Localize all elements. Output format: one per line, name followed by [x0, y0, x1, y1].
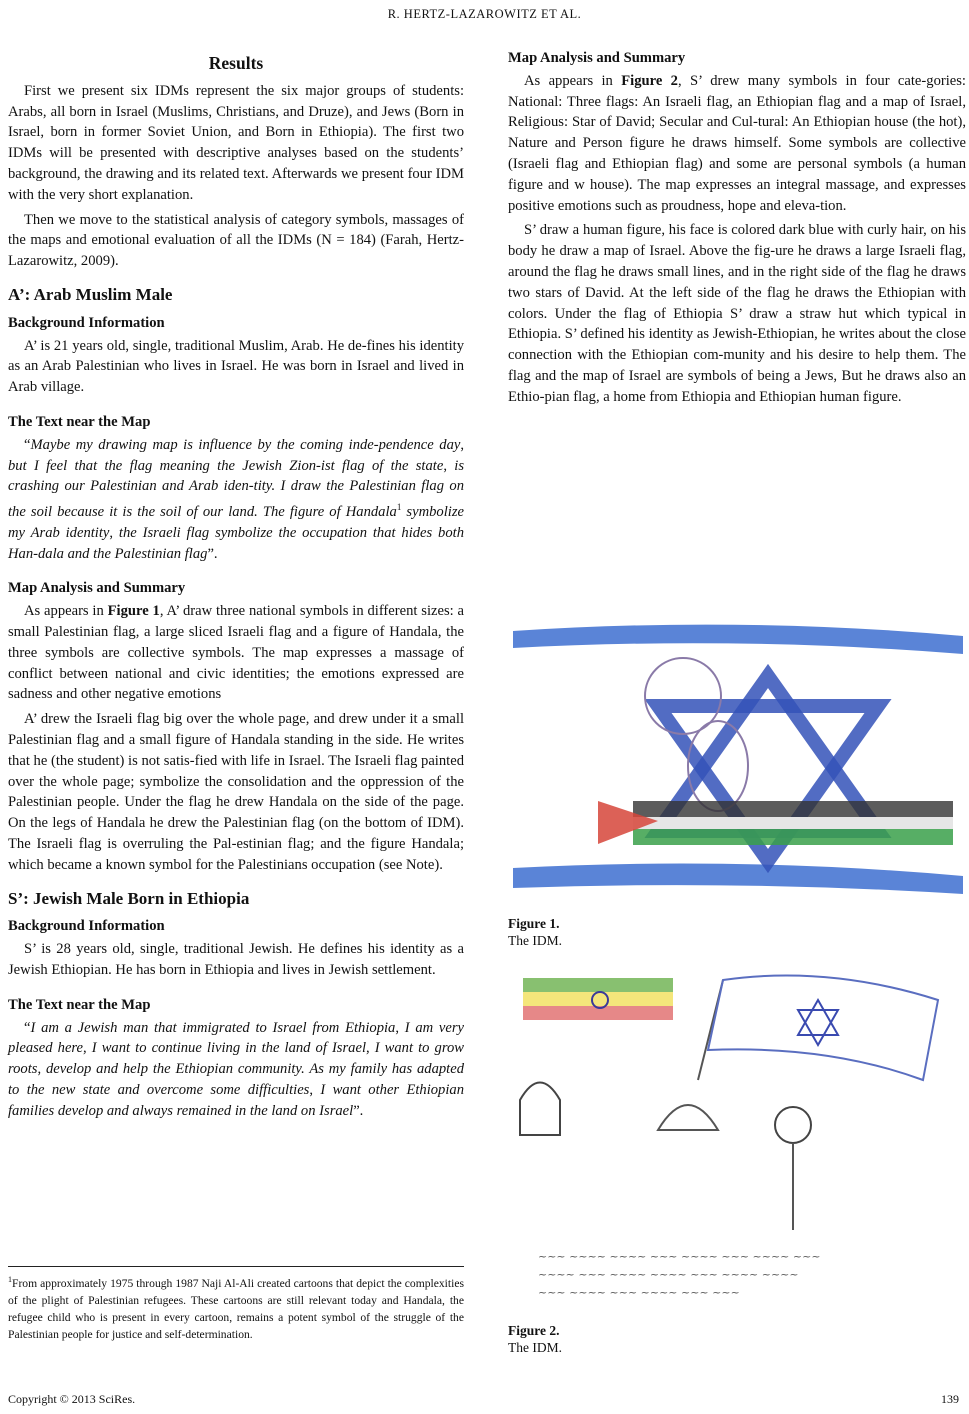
section-s-map-paragraph-2: S’ draw a human figure, his face is colored dark blue with curly hair, on his body he draw a map of Israel. Above the fig-ure he draws a large Israeli flag, around the flag he draws small lines, and in the right side of the flag he draws two stars of David. At the left side of the flag he draws the Ethiopian with colors. Under the flag of Ethiopia S’ draw a straw hut which typical in Ethiopia. S’ defined his identity as Jewish-Ethiopian, he writes about the close connection with the Ethiopian com-munity and his desire to help them. The flag and the map of Israel are symbols of being a Jews, But he draws also an Ethio-pian flag, a home from Ethiopia and Ethiopian human figure. [508, 222, 966, 405]
section-a-text-heading: The Text near the Map [8, 413, 151, 430]
section-s-map-heading: Map Analysis and Summary [508, 50, 686, 66]
section-a-map-paragraph-2: A’ drew the Israeli flag big over the whole page, and drew under it a small Palestinian flag and a small figure of Handala standing in the side. He writes that he (the student) is not satis-fied with life in Israel. The Israeli flag painted over the whole page; symbolize the consolidation and the oppression of the Palestinian people. Under the flag he drew Handala on the side of the page. On the legs of Handala he drew the Palestinian flag (on the bottom of IDM). The Israeli flag is overruling the Pal-estinian flag; and the figure Handala; which became a known symbol for the Palestinians occupation (see Note). [8, 711, 464, 873]
figure-2-drawing [508, 960, 968, 1320]
figure-2-caption: Figure 2. The IDM. [508, 1323, 562, 1355]
page-number: 139 [941, 1392, 959, 1406]
footnote-ref: 1 [396, 502, 402, 513]
running-header: R. HERTZ-LAZAROWITZ ET AL. [387, 7, 582, 21]
intro-paragraph-2: Then we move to the statistical analysis of category symbols, massages of the maps and emotional evaluation of all the IDMs (N = 184) (Farah, Hertz-Lazarowitz, 2009). [8, 211, 464, 270]
section-s-background-text: S’ is 28 years old, single, traditional Jewish. He defines his identity as a Jewish Ethiopian. He has born in Ethiopia and lives in Jewish settlement. [8, 941, 464, 978]
handwriting-scribble: ~~~ ~~~~ ~~~~ ~~~ ~~~~ ~~~ ~~~~ ~~~ [538, 1250, 821, 1263]
svg-text:~~~ ~~~~ ~~~ ~~~~ ~~~ ~~~: ~~~ ~~~~ ~~~ ~~~~ ~~~ ~~~ [538, 1286, 740, 1299]
section-a-map-paragraph-1: As appears in Figure 1, A’ draw three national symbols in different sizes: a small Palestinian flag, a large sliced Israeli flag and a figure of Handala, the three symbols are collective symbols. The map expresses a massage of conflict between national and civic identities; the emotions expressed are sadness and other negative emotions [8, 603, 464, 703]
figure-1-caption: Figure 1. The IDM. [508, 916, 562, 948]
section-a-background-heading: Background Information [8, 314, 165, 331]
section-s-map-paragraph-1: As appears in Figure 2, S’ drew many symbols in four cate-gories: National: Three flags: An Israeli flag, an Ethiopian flag and a map of Israel, Religious: Star of David; Secular and Cul-tural: An Ethiopian house (the hot), Nature and Person figure he draws himself. Some symbols are collective (Israeli flag and Ethiopian flag) and some are personal symbols (a human figure and w house). The map expresses an integral massage, and expresses positive emotions such as proudness, hope and eleva-tion. [508, 72, 966, 214]
copyright: Copyright © 2013 SciRes. [8, 1392, 136, 1406]
results-heading: Results [208, 53, 264, 73]
figure-1-drawing [508, 606, 968, 906]
section-s-background-heading: Background Information [8, 918, 165, 935]
section-a-background-text: A’ is 21 years old, single, traditional Muslim, Arab. He de-fines his identity as an Arab Palestinian who lives in Israel. He was born in Israel and lived in Arab village. [8, 337, 464, 396]
svg-text:~~~~ ~~~ ~~~~ ~~~~ ~~~ ~~~~ ~~: ~~~~ ~~~ ~~~~ ~~~~ ~~~ ~~~~ ~~~~ [538, 1268, 799, 1281]
footnote: $^1$From approximately 1975 through 1987 Naji Al-Ali created cartoons that depict the complexities of the plight of Palestinian refugees. These cartoons are still relevant today and Handala, the refugee child who is present in every cartoon, remains a potent symbol of the struggle of the Palestinian people for justice and self-determination. [8, 1266, 464, 1343]
section-a-quote: “Maybe my drawing map is influence by the coming inde-pendence day, but I feel that the flag meaning the Jewish Zion-ist flag of the state, is crashing our Palestinian and Arab iden-tity. I draw the Palestinian flag on the soil because it is the soil of our land. The figure of Handala$^1$ symbolize my Arab identity, the Israeli flag symbolize the occupation that hides both Han-dala and the Palestinian flag”. [8, 436, 465, 562]
section-s-title: S’: Jewish Male Born in Ethiopia [8, 888, 250, 908]
right-column-text [508, 48, 966, 408]
intro-paragraph-1: First we present six IDMs represent the six major groups of students: Arabs, all born in Israel (Muslims, Christians, and Druze), and Jews (Born in Israel, born in former Soviet Union, and Born in Ethiopia). The first two IDMs will be presented with descriptive analyses based on the students’ background, the drawing and its related text. Afterwards we present four IDM with the very short explanation. [8, 82, 464, 203]
section-s-quote-part-1: “I am a Jewish man that immigrated to Israel from Ethiopia, I am very pleased here, I want to continue living in the land of Israel, I want to grow roots, develop and help the Ethiopian community. As my family has adapted to the new state and overcome some difficulties, I want other Ethiopian families develop and always remained in the land on Israel”. [8, 1019, 465, 1119]
section-a-map-heading: Map Analysis and Summary [8, 580, 186, 597]
left-column [8, 50, 464, 1122]
section-s-text-heading: The Text near the Map [8, 996, 151, 1013]
section-a-title: A’: Arab Muslim Male [8, 284, 173, 304]
